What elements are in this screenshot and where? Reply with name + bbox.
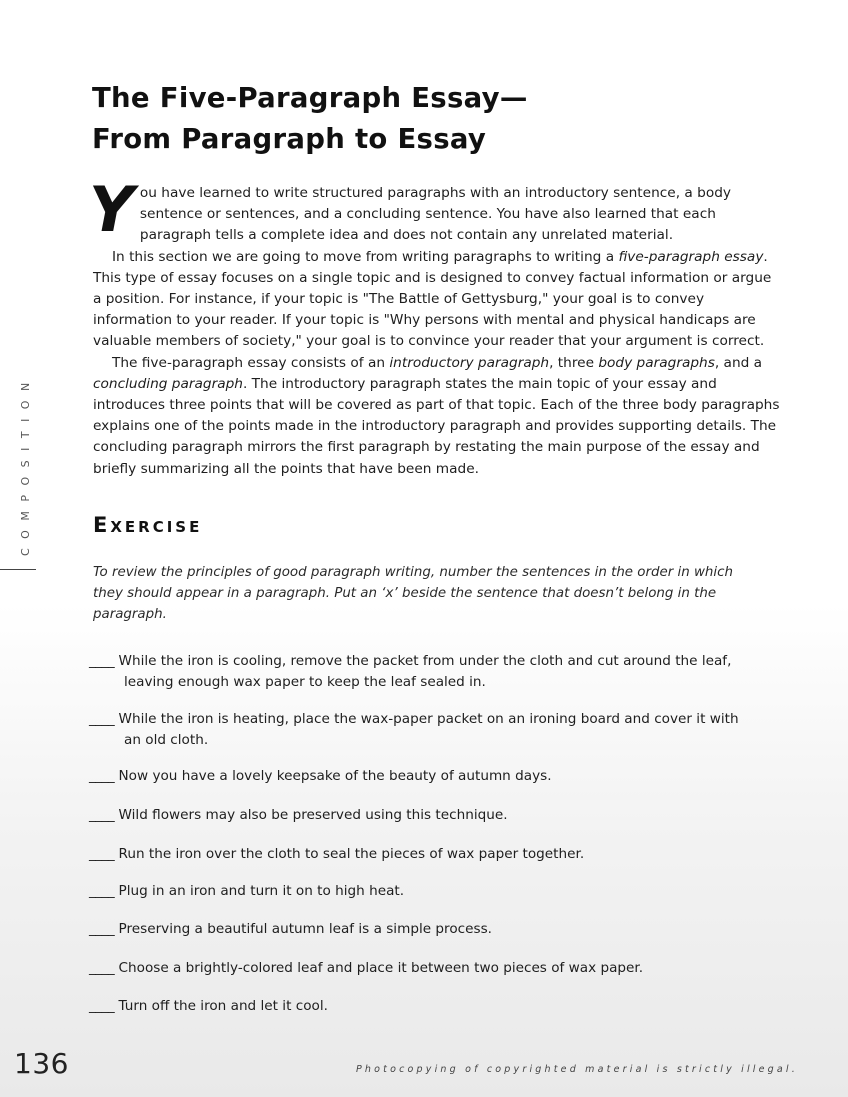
exercise-item (89, 919, 769, 940)
item-text: Now you have a lovely keepsake of the beauty of autumn days. (118, 768, 552, 784)
answer-blank[interactable]: ____ (89, 960, 115, 976)
emphasis-term: introductory paragraph (389, 354, 550, 371)
answer-blank[interactable]: ____ (89, 768, 115, 784)
exercise-item (89, 651, 769, 693)
item-text: While the iron is cooling, remove the packet from under the cloth and cut around the leaf, (118, 653, 732, 669)
exercise-item (89, 881, 769, 902)
item-text: Turn off the iron and let it cool. (118, 998, 328, 1014)
answer-blank[interactable]: ____ (89, 846, 115, 862)
section-divider (0, 569, 36, 570)
title-line-1: The Five-Paragraph Essay— (92, 82, 528, 114)
answer-blank[interactable]: ____ (89, 883, 115, 899)
emphasis-term: body paragraphs (598, 354, 715, 371)
exercise-item (89, 709, 769, 751)
exercise-item (89, 996, 769, 1017)
text-run: . This type of essay focuses on a single topic and is designed to convey factual information or argue a position. For instance, if your topic is "The Battle of Gettysburg," your goal is to convey information to your reader. If your topic is "Why persons with mental and physical handicaps are valuable members of society," your goal is to convince your reader that your argument is correct. (93, 248, 772, 350)
emphasis-term: five-paragraph essay (618, 248, 764, 265)
item-text: Plug in an iron and turn it on to high heat. (118, 883, 405, 899)
text-run: , three (549, 354, 599, 371)
intro-paragraph-1 (89, 173, 783, 247)
emphasis-term: concluding paragraph (93, 375, 243, 392)
exercise-item (89, 766, 769, 787)
item-text: Choose a brightly-colored leaf and place it between two pieces of wax paper. (118, 960, 644, 976)
section-label: COMPOSITION (19, 373, 32, 556)
answer-blank[interactable]: ____ (89, 998, 115, 1014)
answer-blank[interactable]: ____ (89, 807, 115, 823)
text-run: The five-paragraph essay consists of an (112, 354, 390, 371)
answer-blank[interactable]: ____ (89, 921, 115, 937)
intro-paragraph-2 (93, 247, 783, 353)
item-text: Wild flowers may also be preserved using this technique. (118, 807, 508, 823)
item-text: Run the iron over the cloth to seal the pieces of wax paper together. (118, 846, 585, 862)
exercise-instructions: To review the principles of good paragraph writing, number the sentences in the order in which they should appear in a paragraph. Put an ‘x’ beside the sentence that doesn’t belong in the paragraph. (93, 565, 733, 622)
answer-blank[interactable]: ____ (89, 711, 115, 727)
text-run: , and a (714, 354, 763, 371)
item-text-continued: leaving enough wax paper to keep the leaf sealed in. (124, 674, 486, 690)
copyright-notice: Photocopying of copyrighted material is strictly illegal. (356, 1064, 798, 1075)
exercise-item (89, 844, 769, 865)
page-title (92, 78, 528, 160)
page-number: 136 (14, 1047, 69, 1080)
item-text: While the iron is heating, place the wax-paper packet on an ironing board and cover it with (118, 711, 739, 727)
intro-paragraph-1-text: ou have learned to write structured paragraphs with an introductory sentence, a body sentence or sentences, and a concluding sentence. You have also learned that each paragraph tells a complete idea and does not contain any unrelated material. (139, 185, 732, 244)
text-run: In this section we are going to move from writing paragraphs to writing a (112, 248, 619, 265)
exercise-item (89, 958, 769, 979)
item-text-continued: an old cloth. (124, 732, 209, 748)
exercise-item (89, 805, 769, 826)
item-text: Preserving a beautiful autumn leaf is a simple process. (118, 921, 492, 937)
exercise-heading: Exercise (93, 513, 203, 537)
intro-paragraph-3 (93, 353, 783, 480)
text-run: . The introductory paragraph states the main topic of your essay and introduces three points that will be covered as part of that topic. Each of the three body paragraphs explains one of the points made in the introductory paragraph and provides supporting details. The concluding paragraph mirrors the first paragraph by restating the main purpose of the essay and briefly summarizing all the points that have been made. (93, 375, 780, 477)
intro-text (89, 173, 783, 480)
drop-cap: Y (89, 173, 134, 246)
answer-blank[interactable]: ____ (89, 653, 115, 669)
title-line-2: From Paragraph to Essay (92, 123, 487, 155)
